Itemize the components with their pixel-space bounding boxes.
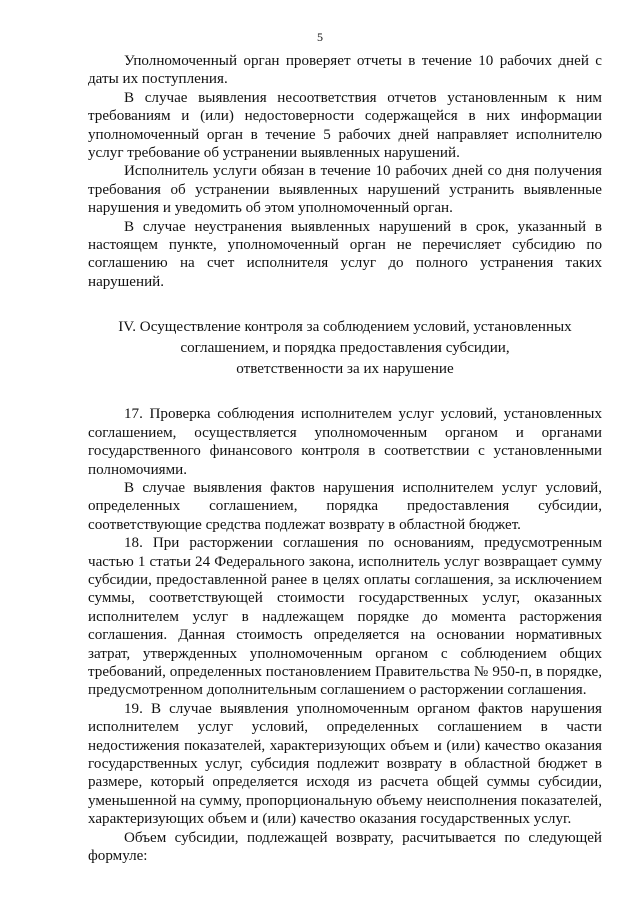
paragraph-report-check: Уполномоченный орган проверяет отчеты в течение 10 рабочих дней с даты их поступления. bbox=[88, 53, 602, 88]
document-body bbox=[88, 52, 602, 865]
section-heading-line-1: IV. Осуществление контроля за соблюдением условий, установленных bbox=[118, 319, 572, 336]
paragraph-executor-obligation: Исполнитель услуги обязан в течение 10 рабочих дней со дня получения требования об устранении выявленных нарушений устранить выявленные нарушения и уведомить об этом уполномоченный орган. bbox=[88, 163, 602, 217]
paragraph-refund-formula-intro: Объем субсидии, подлежащей возврату, расчитывается по следующей формуле: bbox=[88, 829, 602, 865]
page-number: 5 bbox=[317, 30, 323, 44]
paragraph-violation-refund: В случае выявления фактов нарушения исполнителем услуг условий, определенных соглашением, порядка предоставления субсидии, соответствующие средства подлежат возврату в областной бюджет. bbox=[88, 479, 602, 533]
paragraph-18-termination: 18. При расторжении соглашения по основаниям, предусмотренным частью 1 статьи 24 Федерального закона, исполнитель услуг возвращает сумму субсидии, предоставленной ранее в целях оплаты соглашения, за исключением суммы, соответствующей стоимости государственных услуг, оказанных исполнителем услуг в надлежащем порядке до момента расторжения соглашения. Данная стоимость определяется на основании нормативных затрат, утвержденных уполномоченным органом с соблюдением общих требований, определенных постановлением Правительства № 950-п, в порядке, предусмотренном дополнительным соглашением о расторжении соглашения. bbox=[88, 535, 602, 699]
paragraph-subsidy-withhold: В случае неустранения выявленных нарушений в срок, указанный в настоящем пункте, уполномоченный орган не перечисляет субсидию по соглашению на счет исполнителя услуг до полного устранения таких нарушений. bbox=[88, 218, 602, 290]
paragraph-19-indicator-shortfall: 19. В случае выявления уполномоченным органом фактов нарушения исполнителем услуг условий, определенных соглашением в части недостижения показателей, характеризующих объем и (или) качество оказания государственных услуг, субсидия подлежит возврату в областной бюджет в размере, который определяется исходя из расчета общей суммы субсидии, уменьшенной на сумму, пропорциональную объему неисполнения показателей, характеризующих объем и (или) качество оказания государственных услуг. bbox=[88, 700, 602, 828]
paragraph-report-mismatch: В случае выявления несоответствия отчетов установленным к ним требованиям и (или) недостоверности содержащейся в них информации уполномоченный орган в течение 5 рабочих дней направляет исполнителю услуг требование об устранении выявленных нарушений. bbox=[88, 89, 602, 162]
section-heading-line-3: ответственности за их нарушение bbox=[236, 361, 454, 378]
section-heading-line-2: соглашением, и порядка предоставления субсидии, bbox=[180, 340, 510, 357]
section-heading-iv bbox=[88, 317, 602, 380]
paragraph-17-compliance-check: 17. Проверка соблюдения исполнителем услуг условий, установленных соглашением, осуществляется уполномоченным органом и органами государственного финансового контроля в соответствии с установленными полномочиями. bbox=[88, 406, 602, 478]
